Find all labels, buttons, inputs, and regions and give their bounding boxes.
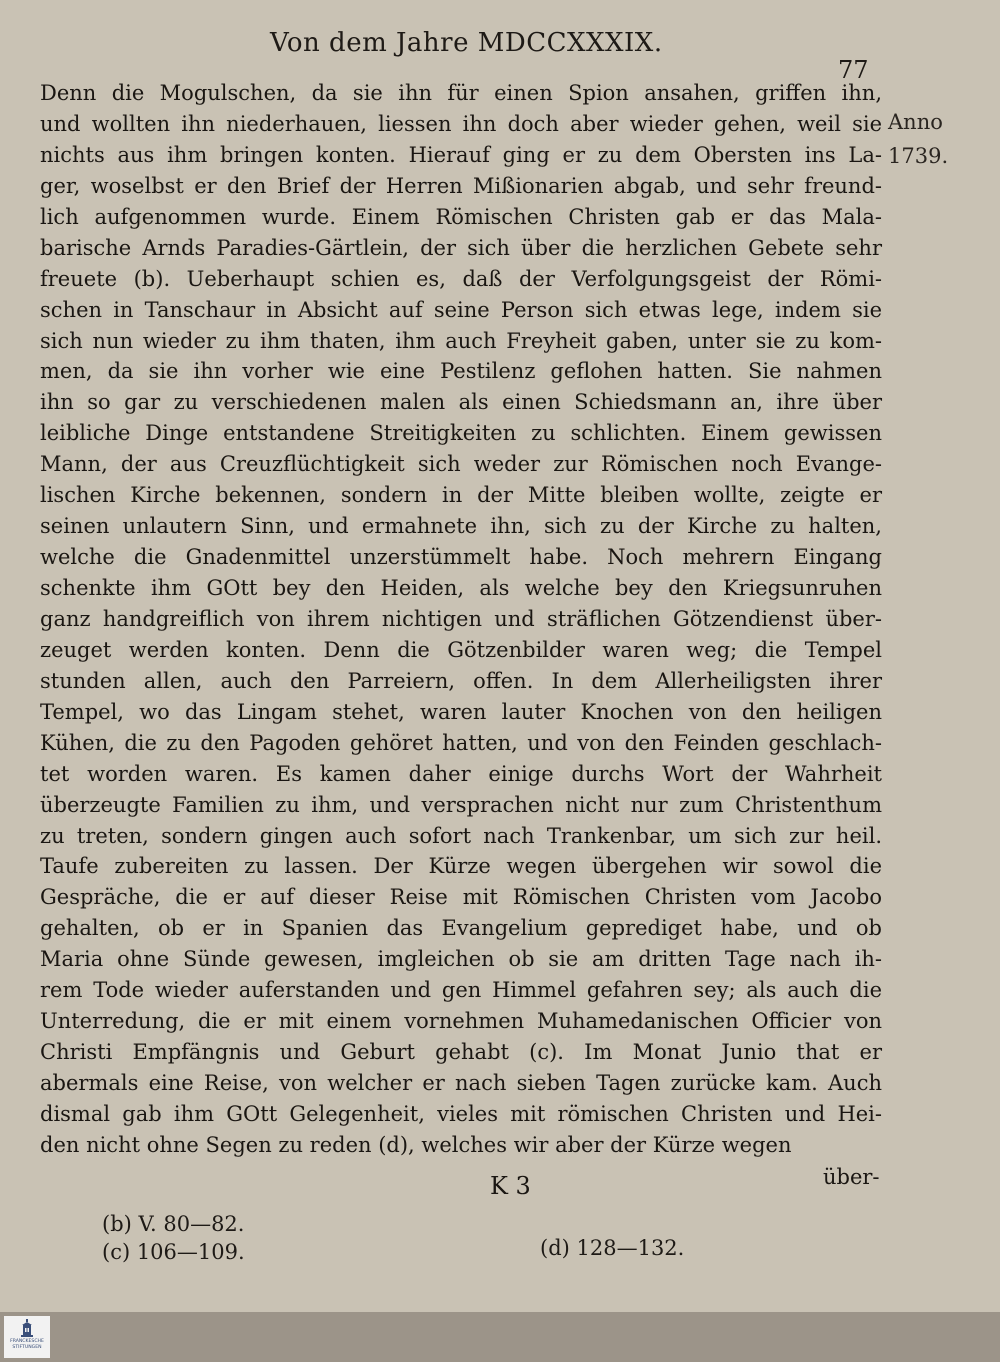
text-line: ganz handgreiflich von ihrem nichtigen und sträflichen Götzendienst über- xyxy=(40,606,882,631)
text-line: dismal gab ihm GOtt Gelegenheit, vieles mit römischen Christen und Hei- xyxy=(40,1101,882,1126)
text-line: barische Arnds Paradies-Gärtlein, der sich über die herzlichen Gebete sehr xyxy=(40,235,882,260)
text-line: gehalten, ob er in Spanien das Evangelium geprediget habe, und ob xyxy=(40,916,882,941)
text-line: schenkte ihm GOtt bey den Heiden, als welche bey den Kriegsunruhen xyxy=(40,576,882,600)
text-line: stunden allen, auch den Parreiern, offen. In dem Allerheiligsten ihrer xyxy=(40,668,882,693)
text-line: men, da sie ihn vorher wie eine Pestilenz geflohen hatten. Sie nahmen xyxy=(40,359,882,384)
text-line: Maria ohne Sünde gewesen, imgleichen ob sie am dritten Tage nach ih- xyxy=(40,947,882,972)
footnote-b: (b) V. 80—82. xyxy=(102,1212,245,1236)
text-line: den nicht ohne Segen zu reden (d), welches wir aber der Kürze wegen xyxy=(40,1132,792,1157)
catchword: über- xyxy=(823,1165,880,1189)
running-header: Von dem Jahre MDCCXXXIX. xyxy=(270,28,663,58)
page-number: 77 xyxy=(838,56,869,84)
text-line: Christi Empfängnis und Geburt gehabt (c). Im Monat Junio that er xyxy=(40,1040,882,1065)
text-line: zu treten, sondern gingen auch sofort nach Trankenbar, um sich zur heil. xyxy=(40,823,882,848)
text-line: sich nun wieder zu ihm thaten, ihm auch Freyheit gaben, unter sie zu kom- xyxy=(40,328,882,353)
text-line: und wollten ihn niederhauen, liessen ihn doch aber wieder gehen, weil sie xyxy=(40,111,882,136)
margin-note-label: Anno xyxy=(888,110,943,134)
text-line: ger, woselbst er den Brief der Herren Mißionarien abgab, und sehr freund- xyxy=(40,173,882,198)
text-line: Denn die Mogulschen, da sie ihn für einen Spion ansahen, griffen ihn, xyxy=(40,81,882,105)
footnote-d: (d) 128—132. xyxy=(540,1236,685,1260)
text-line: Unterredung, die er mit einem vornehmen Muhamedanischen Officier von xyxy=(40,1009,882,1034)
margin-note xyxy=(888,105,948,173)
text-line: Mann, der aus Creuzflüchtigkeit sich weder zur Römischen noch Evange- xyxy=(40,452,882,477)
text-line: Gespräche, die er auf dieser Reise mit Römischen Christen vom Jacobo xyxy=(40,885,882,910)
footnote-c: (c) 106—109. xyxy=(102,1240,245,1264)
margin-note-year: 1739. xyxy=(888,144,949,168)
text-line: tet worden waren. Es kamen daher einige durchs Wort der Wahrheit xyxy=(40,761,882,786)
foundation-logo xyxy=(4,1316,50,1358)
body-text xyxy=(40,78,882,1161)
text-line: schen in Tanschaur in Absicht auf seine Person sich etwas lege, indem sie xyxy=(40,297,882,322)
text-line: abermals eine Reise, von welcher er nach sieben Tagen zurücke kam. Auch xyxy=(40,1071,882,1095)
text-line: freuete (b). Ueberhaupt schien es, daß der Verfolgungsgeist der Römi- xyxy=(40,266,882,291)
foundation-logo-text xyxy=(4,1339,50,1351)
text-line: leibliche Dinge entstandene Streitigkeiten zu schlichten. Einem gewissen xyxy=(40,421,882,446)
foundation-logo-icon xyxy=(21,1319,33,1337)
logo-line-2: STIFTUNGEN xyxy=(12,1345,42,1350)
viewer-footer xyxy=(0,1312,1000,1362)
text-line: überzeugte Familien zu ihm, und versprachen nicht nur zum Christenthum xyxy=(40,792,882,817)
text-line: lischen Kirche bekennen, sondern in der Mitte bleiben wollte, zeigte er xyxy=(40,483,882,508)
text-line: rem Tode wieder auferstanden und gen Himmel gefahren sey; als auch die xyxy=(40,978,882,1003)
text-line: Kühen, die zu den Pagoden gehöret hatten, und von den Feinden geschlach- xyxy=(40,730,882,755)
text-line: welche die Gnadenmittel unzerstümmelt habe. Noch mehrern Eingang xyxy=(40,545,882,570)
logo-line-1: FRANCKESCHE xyxy=(10,1339,44,1344)
text-line: lich aufgenommen wurde. Einem Römischen Christen gab er das Mala- xyxy=(40,204,882,229)
text-line: seinen unlautern Sinn, und ermahnete ihn, sich zu der Kirche zu halten, xyxy=(40,514,882,539)
text-line: nichts aus ihm bringen konten. Hierauf ging er zu dem Obersten ins La- xyxy=(40,142,882,167)
text-line: ihn so gar zu verschiedenen malen als einen Schiedsmann an, ihre über xyxy=(40,390,882,415)
signature-mark: K 3 xyxy=(490,1172,531,1200)
text-line: zeuget werden konten. Denn die Götzenbilder waren weg; die Tempel xyxy=(40,637,882,662)
text-line: Tempel, wo das Lingam stehet, waren lauter Knochen von den heiligen xyxy=(40,699,882,724)
text-line: Taufe zubereiten zu lassen. Der Kürze wegen übergehen wir sowol die xyxy=(40,854,882,879)
